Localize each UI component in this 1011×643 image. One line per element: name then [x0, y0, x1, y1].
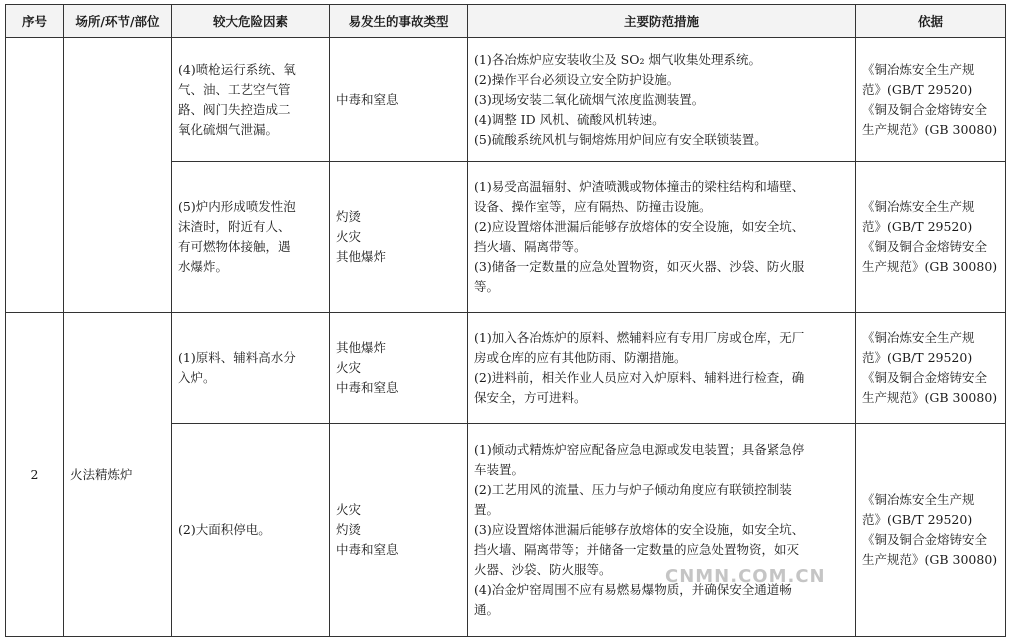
- measure-line: 通。: [474, 602, 500, 617]
- accident-line: 中毒和窒息: [336, 380, 399, 395]
- measures-cell: [468, 424, 856, 637]
- measure-line: 车装置。: [474, 462, 525, 477]
- seq-cell: [6, 38, 64, 313]
- basis-cell: [856, 38, 1006, 162]
- hazard-line: (2)大面积停电。: [178, 522, 271, 537]
- table-row: [6, 38, 1006, 162]
- header-hazard: 较大危险因素: [172, 5, 330, 38]
- accident-line: 灼烫: [336, 522, 362, 537]
- hazard-cell: [172, 424, 330, 637]
- measure-line: (1)加入各冶炼炉的原料、燃辅料应有专用厂房或仓库，无厂: [474, 330, 805, 345]
- measures-cell: [468, 313, 856, 424]
- accident-cell: [330, 424, 468, 637]
- watermark: CNMN.COM.CN: [665, 566, 826, 587]
- basis-line: 《铜冶炼安全生产规: [862, 199, 975, 214]
- header-seq: 序号: [6, 5, 64, 38]
- accident-line: 中毒和窒息: [336, 91, 399, 107]
- accident-cell: [330, 38, 468, 162]
- hazard-cell: [172, 313, 330, 424]
- hazard-line: 气、油、工艺空气管: [178, 81, 291, 97]
- hazard-cell: [172, 162, 330, 313]
- measures-cell: [468, 38, 856, 162]
- basis-line: 《铜及铜合金熔铸安全: [862, 370, 988, 385]
- basis-cell: [856, 162, 1006, 313]
- accident-line: 其他爆炸: [336, 340, 387, 355]
- accident-line: 火灾: [336, 360, 362, 375]
- header-location: 场所/环节/部位: [64, 5, 172, 38]
- basis-line: 生产规范》(GB 30080): [862, 259, 998, 274]
- measure-line: 设备、操作室等，应有隔热、防撞击设施。: [474, 199, 712, 214]
- location-cell: [64, 38, 172, 313]
- accident-line: 中毒和窒息: [336, 542, 399, 557]
- basis-line: 《铜冶炼安全生产规: [862, 61, 975, 77]
- hazard-cell: [172, 38, 330, 162]
- header-measures: 主要防范措施: [468, 5, 856, 38]
- basis-line: 生产规范》(GB 30080): [862, 552, 998, 567]
- hazard-line: 入炉。: [178, 370, 216, 385]
- measures-cell: [468, 162, 856, 313]
- hazard-line: 沫渣时，附近有人、: [178, 219, 291, 234]
- measure-line: (1)倾动式精炼炉窑应配备应急电源或发电装置；具备紧急停: [474, 442, 805, 457]
- measure-line: (4)冶金炉窑周围不应有易燃易爆物质，并确保安全通道畅: [474, 582, 792, 597]
- measure-line: (2)进料前，相关作业人员应对入炉原料、辅料进行检查，确: [474, 370, 805, 385]
- hazard-line: 有可燃物体接触，遇: [178, 239, 291, 254]
- measure-line: (3)储备一定数量的应急处置物资，如灭火器、沙袋、防火服: [474, 259, 805, 274]
- measure-line: (1)各冶炼炉应安装收尘及 SO₂ 烟气收集处理系统。: [474, 51, 761, 67]
- basis-line: 范》(GB/T 29520): [862, 81, 973, 97]
- basis-line: 生产规范》(GB 30080): [862, 390, 998, 405]
- table-row: [6, 313, 1006, 424]
- measure-line: 置。: [474, 502, 500, 517]
- hazard-table: [5, 4, 1006, 637]
- accident-line: 火灾: [336, 229, 362, 244]
- basis-line: 《铜冶炼安全生产规: [862, 330, 975, 345]
- hazard-line: 水爆炸。: [178, 259, 229, 274]
- location-cell: 火法精炼炉: [64, 313, 172, 637]
- hazard-line: (5)炉内形成喷发性泡: [178, 199, 296, 214]
- accident-cell: [330, 162, 468, 313]
- hazard-line: 路、阀门失控造成二: [178, 101, 291, 117]
- accident-line: 其他爆炸: [336, 249, 387, 264]
- measure-line: (2)操作平台必须设立安全防护设施。: [474, 71, 680, 87]
- basis-line: 范》(GB/T 29520): [862, 512, 973, 527]
- measure-line: 房或仓库的应有其他防雨、防潮措施。: [474, 350, 687, 365]
- measure-line: (2)工艺用风的流量、压力与炉子倾动角度应有联锁控制装: [474, 482, 792, 497]
- seq-cell: 2: [6, 313, 64, 637]
- accident-cell: [330, 313, 468, 424]
- basis-line: 《铜冶炼安全生产规: [862, 492, 975, 507]
- measure-line: 火器、沙袋、防火服等。: [474, 562, 612, 577]
- header-accident: 易发生的事故类型: [330, 5, 468, 38]
- measure-line: (3)应设置熔体泄漏后能够存放熔体的安全设施，如安全坑、: [474, 522, 805, 537]
- accident-line: 火灾: [336, 502, 362, 517]
- measure-line: 挡火墙、隔离带等；并储备一定数量的应急处置物资，如灭: [474, 542, 800, 557]
- measure-line: 等。: [474, 279, 500, 294]
- hazard-line: (1)原料、辅料高水分: [178, 350, 296, 365]
- hazard-line: 氧化硫烟气泄漏。: [178, 121, 279, 137]
- measure-line: (1)易受高温辐射、炉渣喷溅或物体撞击的梁柱结构和墙壁、: [474, 179, 805, 194]
- measure-line: (5)硫酸系统风机与铜熔炼用炉间应有安全联锁装置。: [474, 131, 767, 147]
- measure-line: (4)调整 ID 风机、硫酸风机转速。: [474, 111, 665, 127]
- hazard-line: (4)喷枪运行系统、氧: [178, 61, 296, 77]
- basis-line: 《铜及铜合金熔铸安全: [862, 239, 988, 254]
- basis-line: 《铜及铜合金熔铸安全: [862, 532, 988, 547]
- measure-line: (2)应设置熔体泄漏后能够存放熔体的安全设施，如安全坑、: [474, 219, 805, 234]
- header-basis: 依据: [856, 5, 1006, 38]
- basis-line: 生产规范》(GB 30080): [862, 121, 998, 137]
- measure-line: (3)现场安装二氧化硫烟气浓度监测装置。: [474, 91, 705, 107]
- measure-line: 挡火墙、隔离带等。: [474, 239, 587, 254]
- basis-line: 范》(GB/T 29520): [862, 350, 973, 365]
- basis-line: 《铜及铜合金熔铸安全: [862, 101, 988, 117]
- basis-line: 范》(GB/T 29520): [862, 219, 973, 234]
- accident-line: 灼烫: [336, 209, 362, 224]
- basis-cell: [856, 424, 1006, 637]
- measure-line: 保安全，方可进料。: [474, 390, 587, 405]
- basis-cell: [856, 313, 1006, 424]
- table-header-row: [6, 5, 1006, 38]
